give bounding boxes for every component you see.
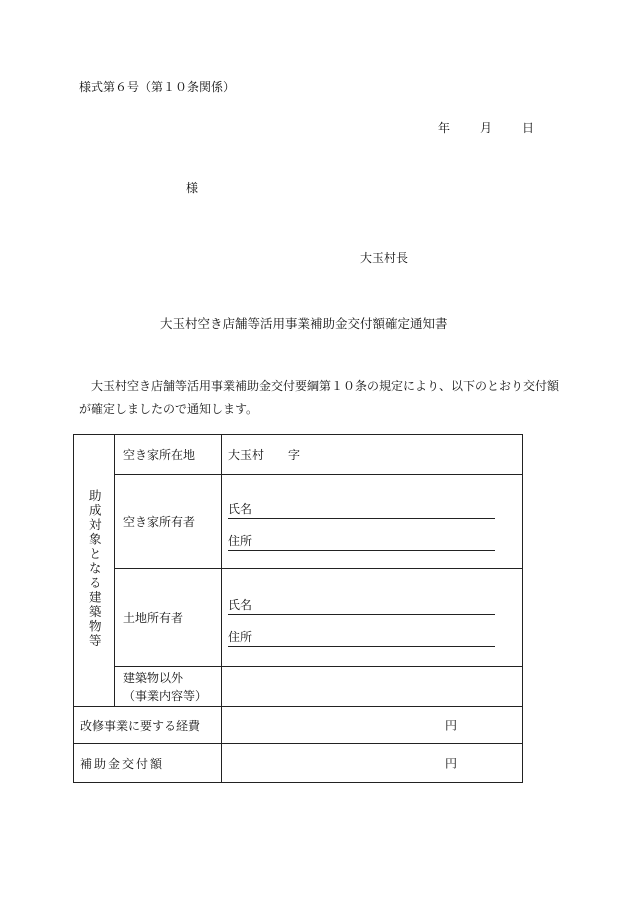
cost-value (222, 707, 523, 744)
location-value (222, 435, 523, 475)
location-aza: 字 (288, 448, 301, 462)
other-label-line1: 建築物以外 (123, 670, 184, 685)
land-owner-value (222, 569, 523, 667)
other-label-line2: （事業内容等） (123, 688, 208, 703)
address-label: 住所 (228, 533, 253, 548)
date-line (438, 122, 534, 134)
group-label-cell (74, 435, 115, 707)
issuer-name: 大玉村長 (360, 251, 409, 265)
document-body: 大玉村空き店舗等活用事業補助金交付要綱第１０条の規定により、以下のとおり交付額が確定しましたので通知します。 (79, 379, 560, 416)
location-label: 空き家所在地 (115, 435, 222, 475)
other-value (222, 667, 523, 707)
addressee-honorific: 様 (186, 181, 199, 195)
house-owner-value (222, 475, 523, 569)
date-month-label: 月 (480, 121, 493, 135)
table-row (74, 475, 523, 569)
table-row (74, 667, 523, 707)
table-row (74, 744, 523, 783)
house-owner-name-line (228, 490, 522, 522)
form-number: 様式第６号（第１０条関係） (79, 80, 236, 94)
subsidy-table (73, 434, 523, 783)
cost-yen: 円 (445, 718, 458, 733)
subsidy-value (222, 744, 523, 783)
other-label (115, 667, 222, 707)
group-label: 助成対象となる建築物等 (87, 489, 103, 649)
land-owner-name-line (228, 586, 522, 618)
house-owner-label: 空き家所有者 (115, 475, 222, 569)
date-day-label: 日 (522, 121, 535, 135)
address-underline (228, 646, 495, 647)
date-year-label: 年 (438, 121, 451, 135)
cost-label: 改修事業に要する経費 (74, 707, 222, 744)
subsidy-label: 補助金交付額 (74, 744, 222, 783)
land-owner-label: 土地所有者 (115, 569, 222, 667)
address-underline (228, 550, 495, 551)
land-owner-address-line (228, 618, 522, 650)
document-title: 大玉村空き店舗等活用事業補助金交付額確定通知書 (160, 316, 448, 331)
name-label: 氏名 (228, 597, 253, 612)
house-owner-address-line (228, 522, 522, 554)
location-village: 大玉村 (228, 448, 265, 462)
name-label: 氏名 (228, 501, 253, 516)
address-label: 住所 (228, 629, 253, 644)
table-row (74, 707, 523, 744)
subsidy-yen: 円 (445, 756, 458, 771)
table-row (74, 435, 523, 475)
table-row (74, 569, 523, 667)
name-underline (228, 614, 495, 615)
name-underline (228, 518, 495, 519)
